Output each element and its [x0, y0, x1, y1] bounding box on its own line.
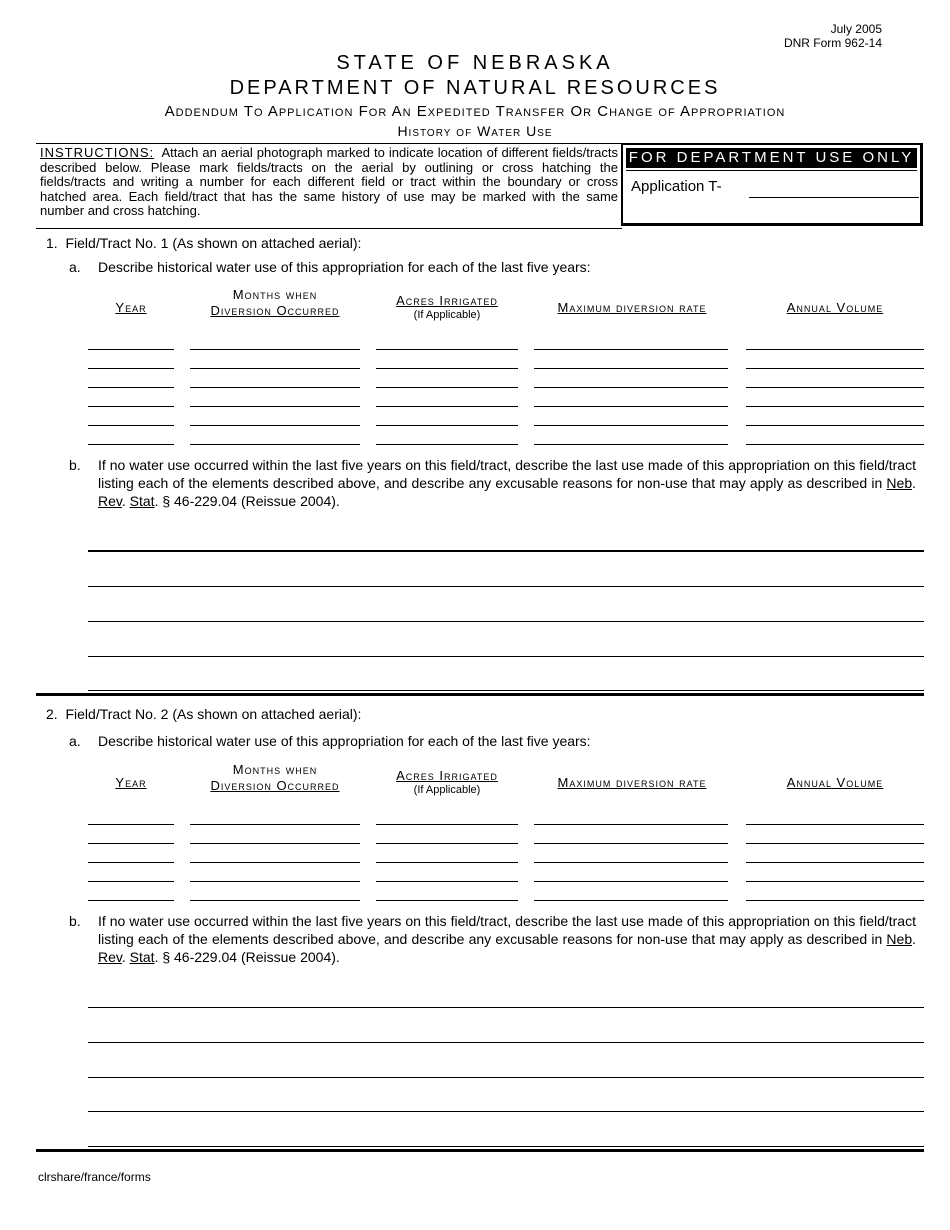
citation-neb: Neb: [886, 475, 913, 491]
months-field[interactable]: [190, 824, 360, 825]
form-subtitle-history: History of Water Use: [397, 123, 553, 139]
year-field[interactable]: [88, 824, 174, 825]
acres-field[interactable]: [376, 425, 518, 426]
instructions-label: INSTRUCTIONS:: [40, 145, 155, 160]
column-header-max-rate: [534, 300, 730, 316]
annual-volume-field[interactable]: [746, 824, 924, 825]
column-header-acres-text: Acres Irrigated: [396, 293, 498, 308]
application-number-label: Application T-: [631, 178, 722, 195]
instructions: [40, 146, 618, 219]
column-header-acres: [376, 293, 518, 321]
column-header-months-line1: Months when: [232, 287, 318, 302]
column-header-year-text: Year: [115, 300, 147, 315]
citation-stat: Stat: [129, 949, 155, 965]
application-number-field[interactable]: [749, 197, 919, 198]
months-field[interactable]: [190, 406, 360, 407]
explanation-line[interactable]: [88, 550, 924, 552]
bottom-divider: [36, 1149, 924, 1152]
max-rate-field[interactable]: [534, 881, 728, 882]
explanation-line[interactable]: [88, 1007, 924, 1008]
annual-volume-field[interactable]: [746, 444, 924, 445]
department-use-header: FOR DEPARTMENT USE ONLY: [626, 148, 917, 168]
column-header-max-rate: [534, 775, 730, 791]
column-header-annual-volume-text: Annual Volume: [786, 775, 884, 790]
section-divider: [36, 693, 924, 696]
max-rate-field[interactable]: [534, 406, 728, 407]
max-rate-field[interactable]: [534, 862, 728, 863]
max-rate-field[interactable]: [534, 368, 728, 369]
explanation-line[interactable]: [88, 1042, 924, 1043]
max-rate-field[interactable]: [534, 900, 728, 901]
explanation-line[interactable]: [88, 1146, 924, 1147]
top-divider: [36, 143, 622, 144]
months-field[interactable]: [190, 387, 360, 388]
column-header-year-text: Year: [115, 775, 147, 790]
column-header-months: [190, 762, 360, 794]
section-2-number: 2.: [46, 706, 58, 722]
year-field[interactable]: [88, 349, 174, 350]
column-header-acres-note: (If Applicable): [413, 309, 481, 321]
section-2-b-paragraph: If no water use occurred within the last five years on this field/tract, describe the last use made of this appropriation on this field/tract listing each of the elements described above, and describe any excusable reasons for non-use that may apply as described in Neb. Rev. Stat. § 46-229.04 (Reissue 2004).: [98, 913, 916, 965]
instructions-text: Attach an aerial photograph marked to indicate location of different fields/tracts described below. Please mark fields/tracts on the aerial by outlining or cross hatching the fields/tracts and writing a number for each different field or tract within the boundary or cross hatched area. Each field/tract that has the same history of use may be marked with the same number and cross hatching.: [40, 145, 619, 218]
year-field[interactable]: [88, 444, 174, 445]
section-1-title-text: Field/Tract No. 1 (As shown on attached aerial):: [65, 235, 362, 251]
section-2-a-text: Describe historical water use of this appropriation for each of the last five years:: [98, 733, 591, 749]
column-header-annual-volume-text: Annual Volume: [786, 300, 884, 315]
annual-volume-field[interactable]: [746, 406, 924, 407]
section-1-b-paragraph: If no water use occurred within the last five years on this field/tract, describe the last use made of this appropriation on this field/tract listing each of the elements described above, and describe any excusable reasons for non-use that may apply as described in Neb. Rev. Stat. § 46-229.04 (Reissue 2004).: [98, 457, 916, 509]
year-field[interactable]: [88, 881, 174, 882]
year-field[interactable]: [88, 368, 174, 369]
months-field[interactable]: [190, 862, 360, 863]
column-header-months-line2: Diversion Occurred: [210, 778, 340, 793]
max-rate-field[interactable]: [534, 349, 728, 350]
annual-volume-field[interactable]: [746, 862, 924, 863]
acres-field[interactable]: [376, 406, 518, 407]
acres-field[interactable]: [376, 444, 518, 445]
column-header-acres: [376, 768, 518, 796]
explanation-line[interactable]: [88, 690, 924, 691]
max-rate-field[interactable]: [534, 843, 728, 844]
section-2-title: [46, 706, 361, 722]
year-field[interactable]: [88, 425, 174, 426]
citation-stat: Stat: [129, 493, 155, 509]
acres-field[interactable]: [376, 824, 518, 825]
column-header-max-rate-text: Maximum diversion rate: [557, 775, 707, 790]
section-1-b-text: If no water use occurred within the last five years on this field/tract, describe the last use made of this appropriation on this field/tract listing each of the elements described above, and describe any excusable reasons for non-use that may apply as described in: [98, 457, 916, 491]
column-header-acres-text: Acres Irrigated: [396, 768, 498, 783]
column-header-months-line2: Diversion Occurred: [210, 303, 340, 318]
acres-field[interactable]: [376, 881, 518, 882]
acres-field[interactable]: [376, 349, 518, 350]
months-field[interactable]: [190, 368, 360, 369]
months-field[interactable]: [190, 843, 360, 844]
explanation-line[interactable]: [88, 586, 924, 587]
year-field[interactable]: [88, 387, 174, 388]
citation-section: § 46-229.04 (Reissue 2004).: [162, 493, 340, 509]
months-field[interactable]: [190, 900, 360, 901]
section-1-a-text: Describe historical water use of this appropriation for each of the last five years:: [98, 259, 591, 275]
section-2-title-text: Field/Tract No. 2 (As shown on attached aerial):: [65, 706, 362, 722]
column-header-year: [88, 300, 174, 316]
citation-rev: Rev: [98, 949, 122, 965]
max-rate-field[interactable]: [534, 824, 728, 825]
max-rate-field[interactable]: [534, 425, 728, 426]
annual-volume-field[interactable]: [746, 900, 924, 901]
year-field[interactable]: [88, 406, 174, 407]
column-header-max-rate-text: Maximum diversion rate: [557, 300, 707, 315]
section-1-number: 1.: [46, 235, 58, 251]
form-date: July 2005: [830, 22, 882, 36]
max-rate-field[interactable]: [534, 387, 728, 388]
column-header-year: [88, 775, 174, 791]
citation-rev: Rev: [98, 493, 122, 509]
explanation-line[interactable]: [88, 1111, 924, 1112]
annual-volume-field[interactable]: [746, 881, 924, 882]
acres-field[interactable]: [376, 900, 518, 901]
form-header-meta: [784, 22, 882, 50]
annual-volume-field[interactable]: [746, 387, 924, 388]
explanation-line[interactable]: [88, 1077, 924, 1078]
explanation-line[interactable]: [88, 656, 924, 657]
months-field[interactable]: [190, 881, 360, 882]
acres-field[interactable]: [376, 368, 518, 369]
form-subtitle: Addendum To Application For An Expedited Transfer Or Change of Appropriation: [164, 103, 786, 120]
title-department: DEPARTMENT OF NATURAL RESOURCES: [229, 77, 721, 99]
section-2-b-text: If no water use occurred within the last five years on this field/tract, describe the last use made of this appropriation on this field/tract listing each of the elements described above, and describe any excusable reasons for non-use that may apply as described in: [98, 913, 916, 947]
citation-section: § 46-229.04 (Reissue 2004).: [162, 949, 340, 965]
column-header-acres-note: (If Applicable): [413, 784, 481, 796]
citation-neb: Neb: [886, 931, 913, 947]
year-field[interactable]: [88, 843, 174, 844]
department-box-divider: [626, 170, 917, 171]
footer-path: clrshare/france/forms: [38, 1170, 151, 1184]
section-1-b-label: b.: [69, 457, 81, 473]
year-field[interactable]: [88, 900, 174, 901]
months-field[interactable]: [190, 349, 360, 350]
column-header-annual-volume: [746, 775, 924, 791]
annual-volume-field[interactable]: [746, 368, 924, 369]
max-rate-field[interactable]: [534, 444, 728, 445]
title-state: STATE OF NEBRASKA: [336, 52, 614, 74]
column-header-annual-volume: [746, 300, 924, 316]
year-field[interactable]: [88, 862, 174, 863]
instructions-divider: [36, 228, 622, 229]
annual-volume-field[interactable]: [746, 349, 924, 350]
acres-field[interactable]: [376, 387, 518, 388]
section-2-a-label: a.: [69, 733, 81, 749]
section-1-a-label: a.: [69, 259, 81, 275]
acres-field[interactable]: [376, 843, 518, 844]
annual-volume-field[interactable]: [746, 425, 924, 426]
months-field[interactable]: [190, 444, 360, 445]
section-1-title: [46, 235, 361, 251]
department-use-box: [621, 143, 923, 226]
months-field[interactable]: [190, 425, 360, 426]
explanation-line[interactable]: [88, 621, 924, 622]
section-2-b-label: b.: [69, 913, 81, 929]
annual-volume-field[interactable]: [746, 843, 924, 844]
acres-field[interactable]: [376, 862, 518, 863]
form-number: DNR Form 962-14: [783, 36, 882, 50]
column-header-months-line1: Months when: [232, 762, 318, 777]
column-header-months: [190, 287, 360, 319]
